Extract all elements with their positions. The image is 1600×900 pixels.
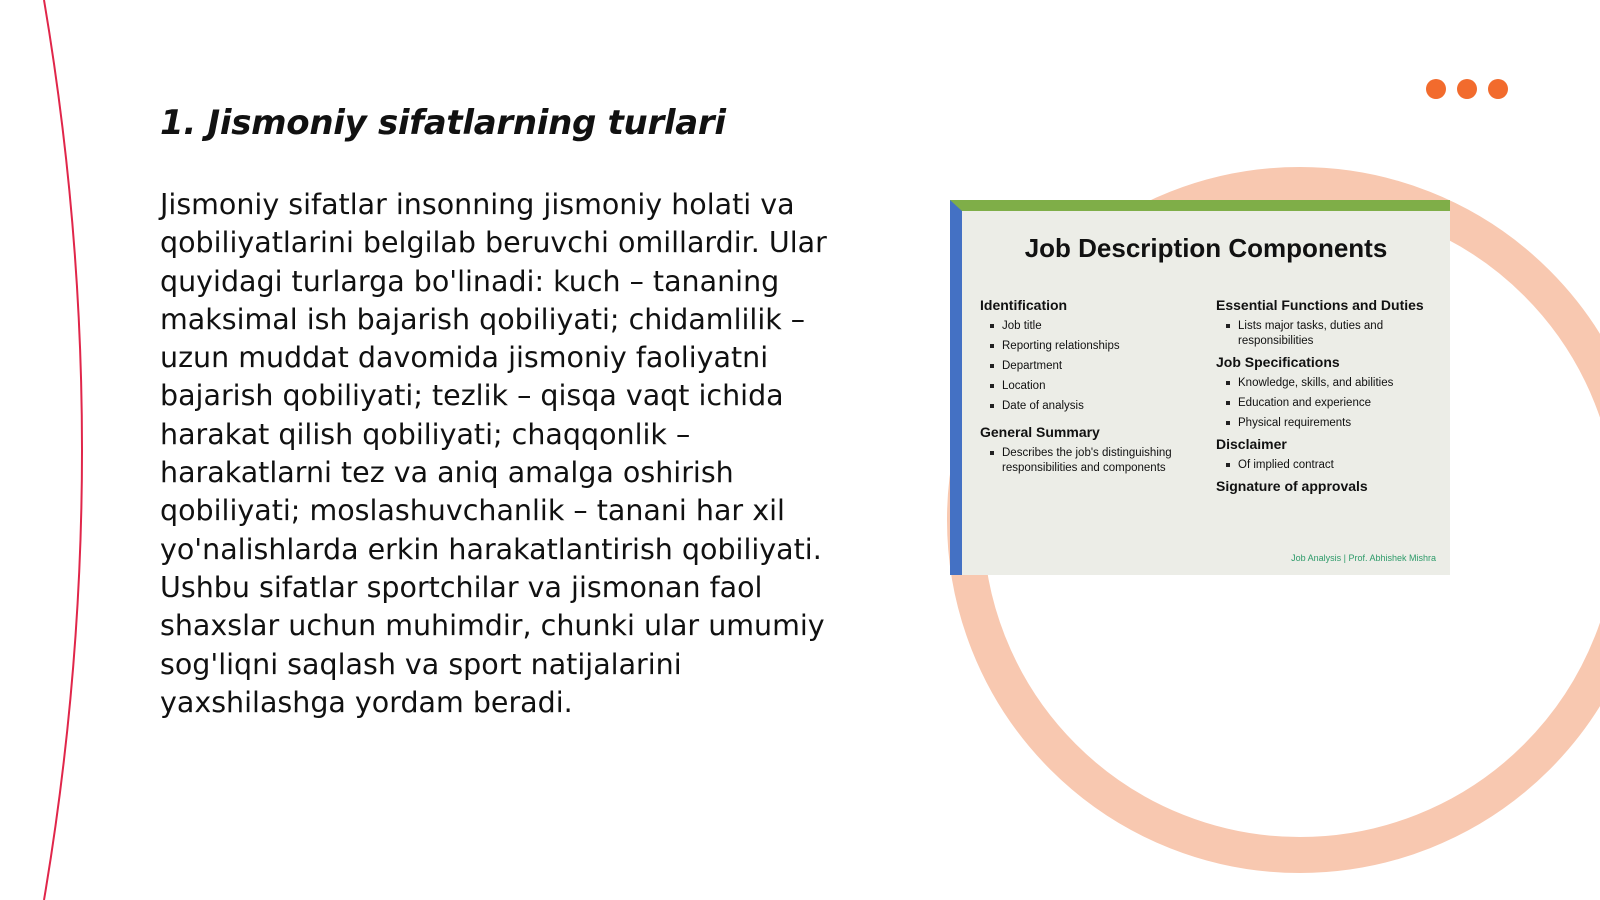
bullet-list bbox=[980, 446, 1190, 476]
dot bbox=[1457, 79, 1477, 99]
bullet-item: Date of analysis bbox=[1002, 399, 1190, 414]
figure-left-column bbox=[980, 297, 1190, 481]
more-dots-icon bbox=[1426, 79, 1508, 99]
slide-title: 1. Jismoniy sifatlarning turlari bbox=[160, 103, 726, 143]
bullet-list bbox=[980, 319, 1190, 414]
bullet-item: Location bbox=[1002, 379, 1190, 394]
section-heading: Essential Functions and Duties bbox=[1216, 297, 1424, 313]
section-heading: Signature of approvals bbox=[1216, 478, 1368, 494]
figure-credit: Job Analysis | Prof. Abhishek Mishra bbox=[1291, 553, 1436, 563]
section-heading: Disclaimer bbox=[1216, 436, 1287, 452]
bullet-item: Describes the job's distinguishing responsibilities and components bbox=[1002, 446, 1190, 476]
section-heading: General Summary bbox=[980, 424, 1100, 440]
bullet-item: Job title bbox=[1002, 319, 1190, 334]
bullet-item: Lists major tasks, duties and responsibilities bbox=[1238, 319, 1446, 349]
slide-body-text: Jismoniy sifatlar insonning jismoniy holati va qobiliyatlarini belgilab beruvchi omillardir. Ular quyidagi turlarga bo'linadi: kuch – tananing maksimal ish bajarish qobiliyati; chidamlilik – uzun muddat davomida jismoniy faoliyatni bajarish qobiliyati; tezlik – qisqa vaqt ichida harakat qilish qobiliyati; chaqqonlik – harakatlarni tez va aniq amalga oshirish qobiliyati; moslashuvchanlik – tanani har xil yo'nalishlarda erkin harakatlantirish qobiliyati. Ushbu sifatlar sportchilar va jismonan faol shaxslar uchun muhimdir, chunki ular umumiy sog'liqni saqlash va sport natijalarini yaxshilashga yordam beradi. bbox=[160, 188, 827, 719]
job-description-figure bbox=[950, 200, 1450, 575]
bullet-item: Physical requirements bbox=[1238, 416, 1446, 431]
section-heading: Identification bbox=[980, 297, 1068, 313]
bullet-item: Department bbox=[1002, 359, 1190, 374]
section-heading: Job Specifications bbox=[1216, 354, 1340, 370]
bullet-item: Of implied contract bbox=[1238, 458, 1446, 473]
figure-title: Job Description Components bbox=[1024, 233, 1388, 263]
bullet-list bbox=[1216, 319, 1446, 349]
figure-right-column bbox=[1216, 297, 1446, 500]
bullet-list bbox=[1216, 376, 1446, 431]
bullet-list bbox=[1216, 458, 1446, 473]
bullet-item: Education and experience bbox=[1238, 396, 1446, 411]
bullet-item: Reporting relationships bbox=[1002, 339, 1190, 354]
left-curved-line bbox=[44, 0, 82, 900]
dot bbox=[1488, 79, 1508, 99]
bullet-item: Knowledge, skills, and abilities bbox=[1238, 376, 1446, 391]
dot bbox=[1426, 79, 1446, 99]
